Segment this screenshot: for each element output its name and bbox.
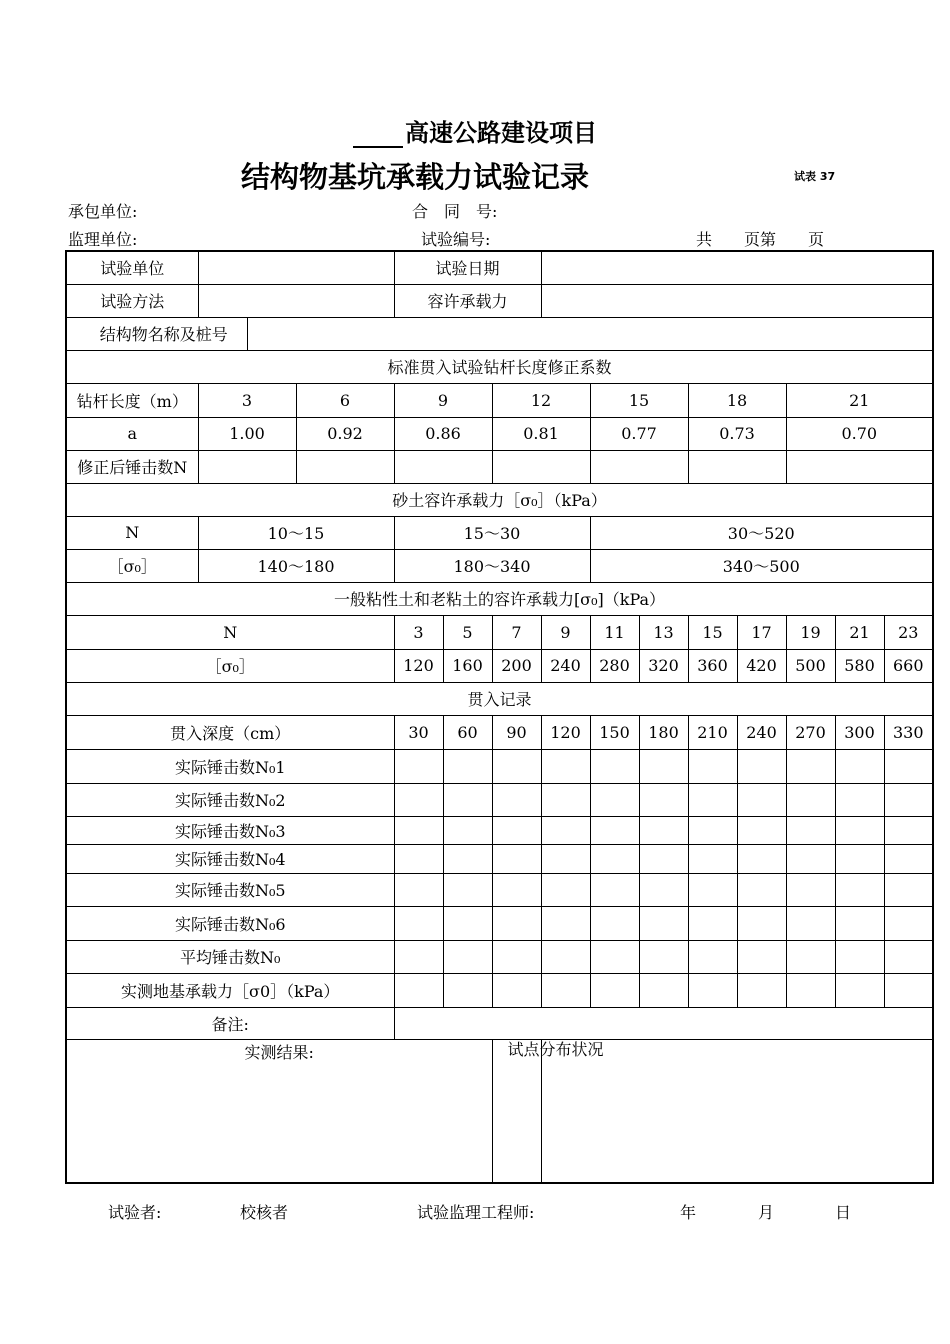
corrected-n-cell[interactable] — [786, 450, 933, 483]
distribution-value[interactable] — [541, 1039, 933, 1183]
footer-month: 月 — [758, 1203, 775, 1222]
blow-row — [66, 816, 933, 844]
sand-sigma-range: 140～180 — [198, 549, 394, 582]
distribution-label: 试点分布状况 — [492, 1039, 541, 1183]
test-method-label: 试验方法 — [66, 284, 198, 317]
rod-length: 18 — [688, 383, 786, 417]
project-name-blank[interactable] — [353, 124, 403, 148]
depth-value: 30 — [394, 715, 443, 749]
rod-length: 12 — [492, 383, 590, 417]
depth-label: 贯入深度（cm） — [66, 715, 394, 749]
depth-value: 90 — [492, 715, 541, 749]
blow-row-label: 实际锤击数N₀4 — [66, 844, 394, 873]
footer-checker: 校核者 — [240, 1203, 289, 1222]
contract-no-label: 合 同 号: — [412, 202, 498, 221]
coef-label: a — [66, 417, 198, 450]
corrected-n-cell[interactable] — [688, 450, 786, 483]
test-date-value[interactable] — [541, 251, 933, 284]
coef-value: 0.92 — [296, 417, 394, 450]
clay-sigma-value: 200 — [492, 649, 541, 682]
test-unit-label: 试验单位 — [66, 251, 198, 284]
test-unit-value[interactable] — [198, 251, 394, 284]
clay-sigma-value: 420 — [737, 649, 786, 682]
average-row — [66, 940, 933, 973]
clay-sigma-value: 360 — [688, 649, 737, 682]
sand-sigma-label: ［σ₀］ — [66, 549, 198, 582]
sand-sigma-range: 180～340 — [394, 549, 590, 582]
clay-sigma-value: 280 — [590, 649, 639, 682]
rod-length: 9 — [394, 383, 492, 417]
coef-value: 0.73 — [688, 417, 786, 450]
test-method-value[interactable] — [198, 284, 394, 317]
sand-n-label: N — [66, 516, 198, 549]
blow-row-label: 实际锤击数N₀3 — [66, 816, 394, 844]
depth-value: 270 — [786, 715, 835, 749]
clay-sigma-value: 580 — [835, 649, 884, 682]
depth-value: 60 — [443, 715, 492, 749]
clay-n-value: 9 — [541, 615, 590, 649]
corrected-n-label: 修正后锤击数N — [66, 450, 198, 483]
project-suffix: 高速公路建设项目 — [405, 119, 597, 147]
footer-tester: 试验者: — [108, 1203, 162, 1222]
corrected-n-cell[interactable] — [198, 450, 296, 483]
penetration-title: 贯入记录 — [66, 682, 933, 715]
blow-row — [66, 749, 933, 783]
page-label: 共 页第 页 — [696, 230, 825, 249]
rod-length: 21 — [786, 383, 933, 417]
corrected-n-cell[interactable] — [296, 450, 394, 483]
clay-sigma-value: 660 — [884, 649, 933, 682]
depth-value: 120 — [541, 715, 590, 749]
depth-value: 210 — [688, 715, 737, 749]
footer-day: 日 — [835, 1203, 852, 1222]
corrected-n-cell[interactable] — [394, 450, 492, 483]
clay-n-value: 5 — [443, 615, 492, 649]
sand-n-range: 15～30 — [394, 516, 590, 549]
coef-value: 0.81 — [492, 417, 590, 450]
clay-n-value: 19 — [786, 615, 835, 649]
rod-table-title: 标准贯入试验钻杆长度修正系数 — [66, 350, 933, 383]
supervisor-label: 监理单位: — [68, 230, 138, 249]
blow-row — [66, 783, 933, 816]
rod-length: 6 — [296, 383, 394, 417]
form-number: 试表 37 — [794, 170, 836, 183]
clay-sigma-label: ［σ₀］ — [66, 649, 394, 682]
structure-name-label: 结构物名称及桩号 — [66, 317, 247, 350]
clay-n-value: 17 — [737, 615, 786, 649]
coef-value: 0.86 — [394, 417, 492, 450]
sand-n-range: 10～15 — [198, 516, 394, 549]
depth-value: 300 — [835, 715, 884, 749]
structure-name-value[interactable] — [247, 317, 933, 350]
remark-label: 备注: — [66, 1007, 394, 1039]
depth-value: 180 — [639, 715, 688, 749]
depth-value: 150 — [590, 715, 639, 749]
blow-row-label: 实际锤击数N₀6 — [66, 906, 394, 940]
sand-n-range: 30～520 — [590, 516, 933, 549]
footer-year: 年 — [680, 1203, 697, 1222]
test-date-label: 试验日期 — [394, 251, 541, 284]
clay-sigma-value: 160 — [443, 649, 492, 682]
record-table — [65, 250, 934, 1184]
coef-value: 1.00 — [198, 417, 296, 450]
allowable-capacity-value[interactable] — [541, 284, 933, 317]
measured-label: 实测地基承载力［σ0］（kPa） — [66, 973, 394, 1007]
clay-sigma-value: 240 — [541, 649, 590, 682]
result-label[interactable]: 实测结果: — [66, 1039, 492, 1183]
clay-n-label: N — [66, 615, 394, 649]
clay-n-value: 7 — [492, 615, 541, 649]
rod-length-label: 钻杆长度（m） — [66, 383, 198, 417]
measured-row — [66, 973, 933, 1007]
contractor-label: 承包单位: — [68, 202, 138, 221]
clay-sigma-value: 320 — [639, 649, 688, 682]
blow-row — [66, 906, 933, 940]
sand-sigma-range: 340～500 — [590, 549, 933, 582]
test-no-label: 试验编号: — [421, 230, 491, 249]
blow-row-label: 实际锤击数N₀1 — [66, 749, 394, 783]
coef-value: 0.77 — [590, 417, 688, 450]
coef-value: 0.70 — [786, 417, 933, 450]
clay-n-value: 15 — [688, 615, 737, 649]
footer-engineer: 试验监理工程师: — [417, 1203, 535, 1222]
allowable-capacity-label: 容许承载力 — [394, 284, 541, 317]
depth-value: 240 — [737, 715, 786, 749]
clay-n-value: 21 — [835, 615, 884, 649]
blow-row — [66, 844, 933, 873]
sand-table-title: 砂土容许承载力［σ₀］（kPa） — [66, 483, 933, 516]
rod-length: 3 — [198, 383, 296, 417]
blow-row-label: 实际锤击数N₀2 — [66, 783, 394, 816]
clay-sigma-value: 500 — [786, 649, 835, 682]
rod-length: 15 — [590, 383, 688, 417]
clay-n-value: 13 — [639, 615, 688, 649]
average-label: 平均锤击数N₀ — [66, 940, 394, 973]
clay-n-value: 3 — [394, 615, 443, 649]
remark-value[interactable] — [394, 1007, 933, 1039]
project-title — [0, 113, 950, 148]
blow-row-label: 实际锤击数N₀5 — [66, 873, 394, 906]
corrected-n-cell[interactable] — [590, 450, 688, 483]
clay-n-value: 23 — [884, 615, 933, 649]
clay-sigma-value: 120 — [394, 649, 443, 682]
clay-n-value: 11 — [590, 615, 639, 649]
clay-table-title: 一般粘性土和老粘土的容许承载力[σ₀]（kPa） — [66, 582, 933, 615]
corrected-n-cell[interactable] — [492, 450, 590, 483]
depth-value: 330 — [884, 715, 933, 749]
form-title: 结构物基坑承载力试验记录 — [240, 160, 589, 194]
blow-row — [66, 873, 933, 906]
